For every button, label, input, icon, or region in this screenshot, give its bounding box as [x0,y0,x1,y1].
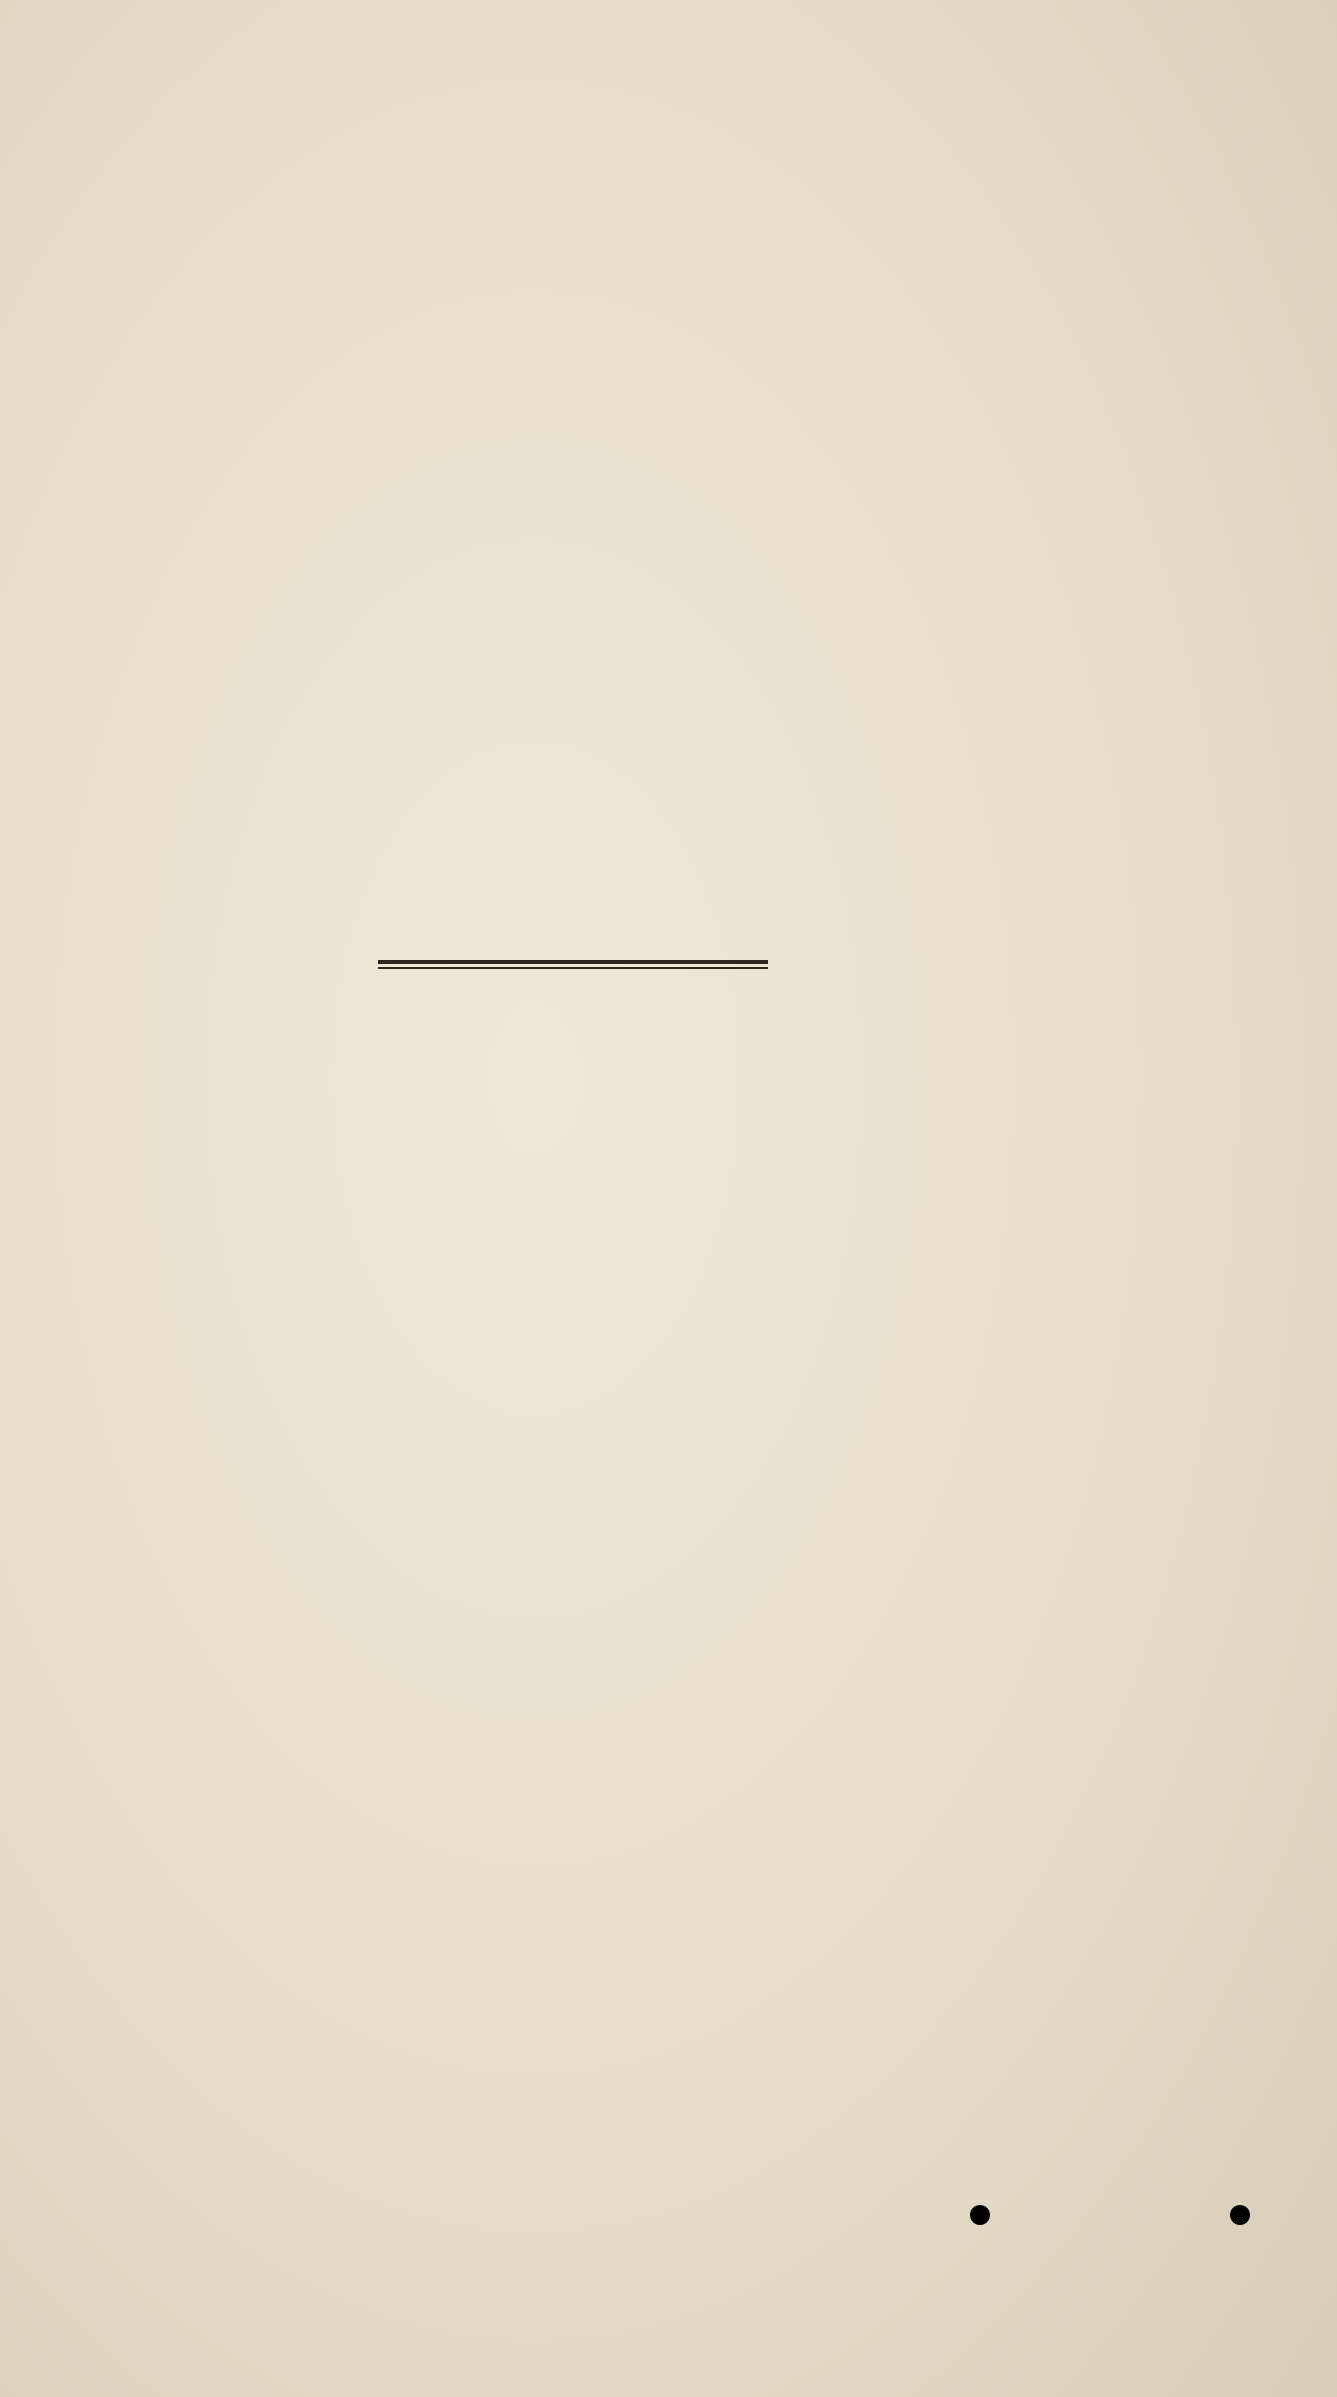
section-divider [378,960,768,969]
stamp-dot-left [970,2205,990,2225]
stamp-dot-right [1230,2205,1250,2225]
stamp-outer-ring [950,2055,1270,2375]
library-stamp [940,2045,1280,2385]
stamp-inner-ring [1032,2137,1188,2293]
